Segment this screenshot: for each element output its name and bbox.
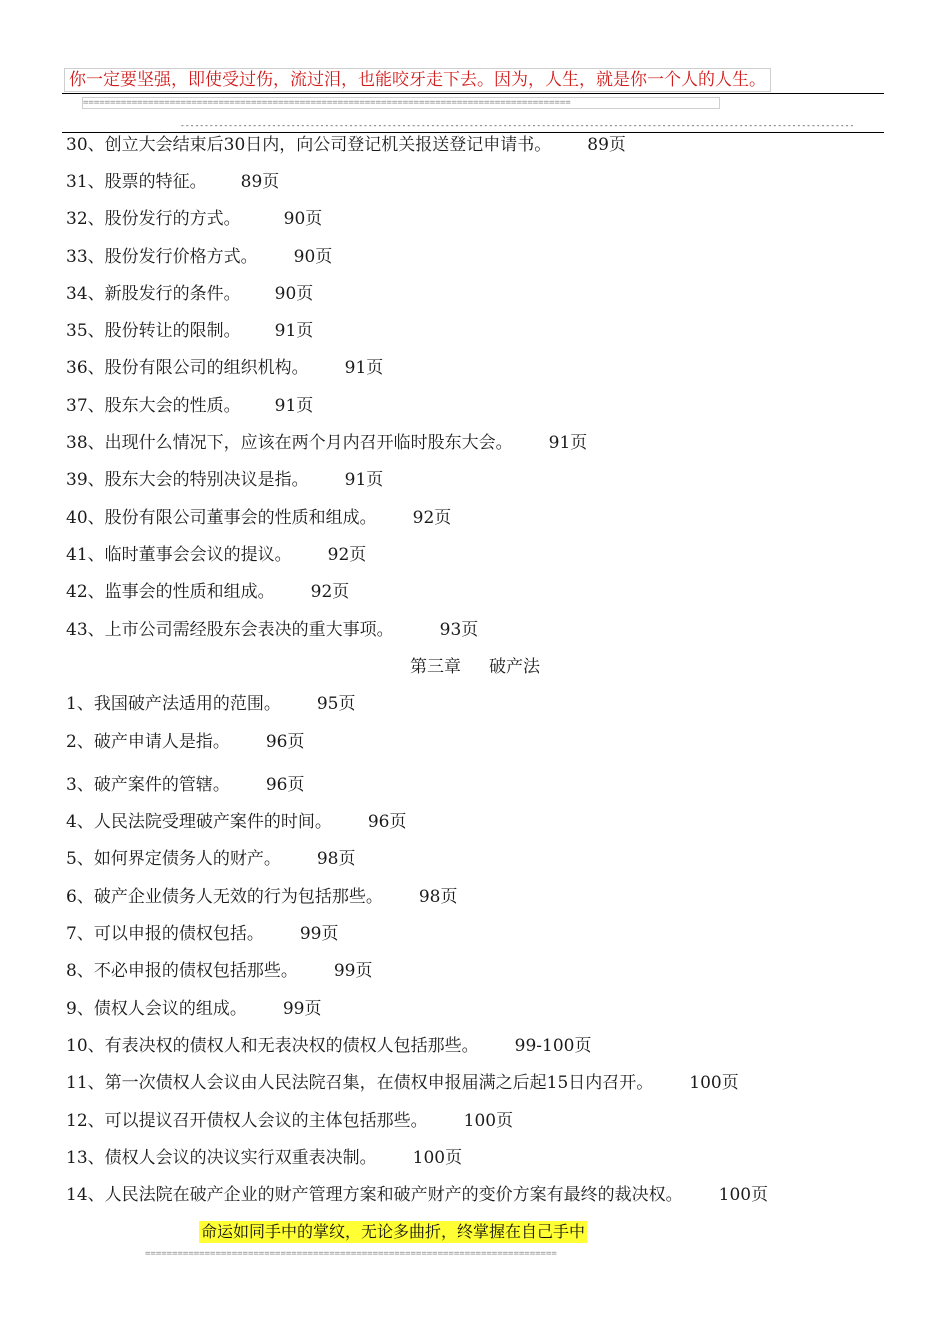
list-item: 31、股票的特征。 89页	[66, 172, 280, 192]
list-item: 11、第一次债权人会议由人民法院召集，在债权申报届满之后起15日内召开。 100页	[66, 1073, 739, 1093]
list-item: 36、股份有限公司的组织机构。 91页	[66, 358, 384, 378]
list-item: 33、股份发行价格方式。 90页	[66, 247, 333, 267]
header-motto: 你一定要坚强，即使受过伤，流过泪，也能咬牙走下去。因为，人生，就是你一个人的人生。	[64, 68, 771, 92]
header-equals-line: ==========================================================================================	[82, 97, 720, 109]
list-item: 32、股份发行的方式。 90页	[66, 209, 323, 229]
list-item: 5、如何界定债务人的财产。 98页	[66, 849, 356, 869]
list-item: 41、临时董事会会议的提议。 92页	[66, 545, 367, 565]
list-item: 12、可以提议召开债权人会议的主体包括那些。 100页	[66, 1111, 514, 1131]
list-item: 42、监事会的性质和组成。 92页	[66, 582, 350, 602]
list-item: 35、股份转让的限制。 91页	[66, 321, 314, 341]
list-item: 6、破产企业债务人无效的行为包括那些。 98页	[66, 887, 458, 907]
list-item: 43、上市公司需经股东会表决的重大事项。 93页	[66, 620, 479, 640]
list-item: 30、创立大会结束后30日内，向公司登记机关报送登记申请书。 89页	[66, 135, 626, 155]
list-item: 1、我国破产法适用的范围。 95页	[66, 694, 356, 714]
list-item: 13、债权人会议的决议实行双重表决制。 100页	[66, 1148, 463, 1168]
header-rule-top	[62, 93, 884, 94]
list-item: 8、不必申报的债权包括那些。 99页	[66, 961, 373, 981]
footer-motto: 命运如同手中的掌纹，无论多曲折，终掌握在自己手中	[201, 1222, 586, 1241]
list-item: 14、人民法院在破产企业的财产管理方案和破产财产的变价方案有最终的裁决权。 100页	[66, 1185, 769, 1205]
list-item: 38、出现什么情况下，应该在两个月内召开临时股东大会。 91页	[66, 433, 588, 453]
header-dash-line: --------------------------------------------------------------------------------------------------------------------------------------------	[180, 121, 855, 130]
list-item: 4、人民法院受理破产案件的时间。 96页	[66, 812, 407, 832]
chapter-heading	[0, 656, 950, 678]
list-item: 34、新股发行的条件。 90页	[66, 284, 314, 304]
list-item: 39、股东大会的特别决议是指。 91页	[66, 470, 384, 490]
list-item: 10、有表决权的债权人和无表决权的债权人包括那些。 99-100页	[66, 1036, 592, 1056]
header-rule-bottom	[62, 132, 884, 133]
list-item: 7、可以申报的债权包括。 99页	[66, 924, 339, 944]
list-item: 3、破产案件的管辖。 96页	[66, 775, 305, 795]
list-item: 40、股份有限公司董事会的性质和组成。 92页	[66, 508, 452, 528]
list-item: 2、破产申请人是指。 96页	[66, 732, 305, 752]
chapter-title: 破产法	[489, 657, 540, 677]
footer-equals-line: ============================================================================	[145, 1249, 557, 1259]
chapter-number: 第三章	[410, 657, 461, 677]
list-item: 37、股东大会的性质。 91页	[66, 396, 314, 416]
list-item: 9、债权人会议的组成。 99页	[66, 999, 322, 1019]
